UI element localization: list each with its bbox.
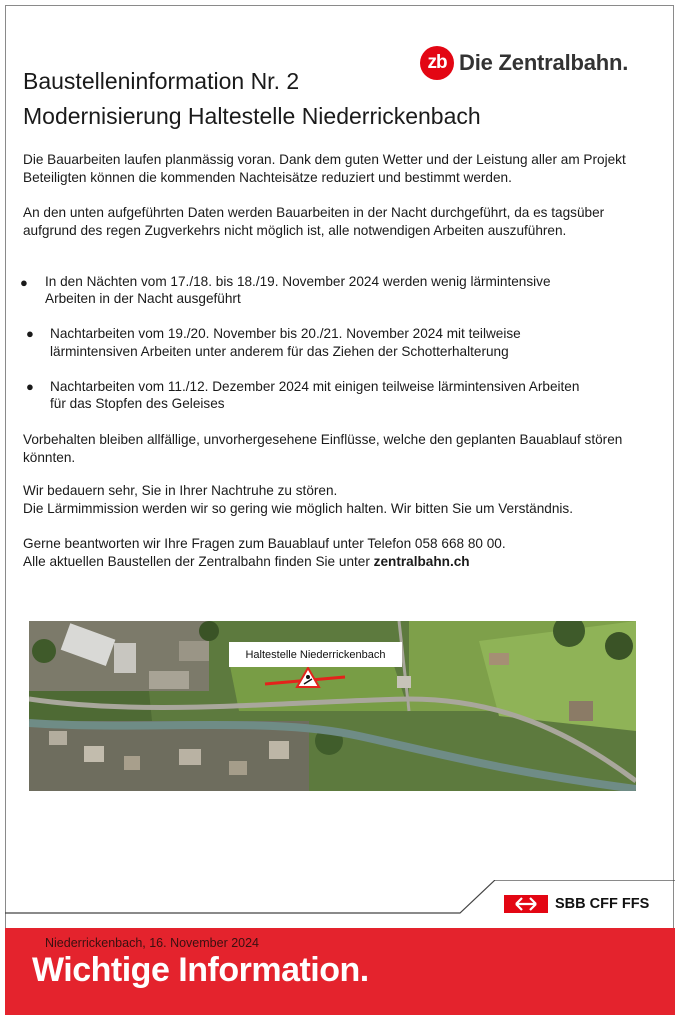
- website-link[interactable]: zentralbahn.ch: [373, 553, 470, 569]
- list-item-line: lärmintensiven Arbeiten unter anderem für das Ziehen der Schotterhalterung: [50, 344, 509, 359]
- footer-headline: Wichtige Information.: [32, 951, 369, 989]
- dates-intro-paragraph: An den unten aufgeführten Daten werden Bauarbeiten in der Nacht durchgeführt, da es tagsüber aufgrund des regen Zugverkehrs nicht möglich ist, alle notwendigen Arbeiten auszuführen.: [23, 205, 605, 238]
- footer-date: Niederrickenbach, 16. November 2024: [45, 936, 260, 950]
- list-item-line: Nachtarbeiten vom 19./20. November bis 20./21. November 2024 mit teilweise: [50, 326, 521, 341]
- list-item-line: Arbeiten in der Nacht ausgeführt: [45, 291, 241, 306]
- intro-paragraph: Die Bauarbeiten laufen planmässig voran. Dank dem guten Wetter und der Leistung aller am Projekt Beteiligten können die kommenden Nachteisätze reduziert und bestimmt werden.: [23, 152, 626, 185]
- divider-line: [5, 880, 675, 920]
- apology-line: Wir bedauern sehr, Sie in Ihrer Nachtruhe zu stören.: [23, 483, 338, 498]
- contact-line: Gerne beantworten wir Ihre Fragen zum Bauablauf unter Telefon 058 668 80 00.: [23, 536, 506, 551]
- map-location-label: Haltestelle Niederrickenbach: [229, 642, 402, 667]
- list-item-line: Nachtarbeiten vom 11./12. Dezember 2024 mit einigen teilweise lärmintensiven Arbeiten: [50, 379, 580, 394]
- footer-banner: [5, 928, 675, 1015]
- bullet-dot-icon: ●: [20, 275, 28, 290]
- sbb-text: SBB CFF FFS: [555, 896, 650, 912]
- list-item-line: In den Nächten vom 17./18. bis 18./19. November 2024 werden wenig lärmintensive: [45, 274, 551, 289]
- contact-paragraph: [23, 535, 633, 570]
- bullet-dot-icon: ●: [26, 326, 34, 341]
- logo-text: Die Zentralbahn.: [459, 50, 629, 75]
- bullet-dot-icon: ●: [26, 379, 34, 394]
- apology-paragraph: [23, 482, 633, 517]
- list-item-line: für das Stopfen des Geleises: [50, 396, 225, 411]
- page-subtitle: Modernisierung Haltestelle Niederrickenbach: [23, 103, 481, 129]
- apology-line: Die Lärmimmission werden wir so gering wie möglich halten. Wir bitten Sie um Verständnis.: [23, 500, 574, 516]
- contact-text: Alle aktuellen Baustellen der Zentralbahn finden Sie unter: [23, 553, 374, 569]
- reservation-paragraph: Vorbehalten bleiben allfällige, unvorhergesehene Einflüsse, welche den geplanten Bauablauf stören könnten.: [23, 432, 623, 465]
- page-title: Baustelleninformation Nr. 2: [23, 68, 300, 94]
- contact-line: [23, 553, 633, 571]
- zb-logo-icon: zb: [420, 46, 454, 80]
- zentralbahn-logo[interactable]: [420, 46, 628, 80]
